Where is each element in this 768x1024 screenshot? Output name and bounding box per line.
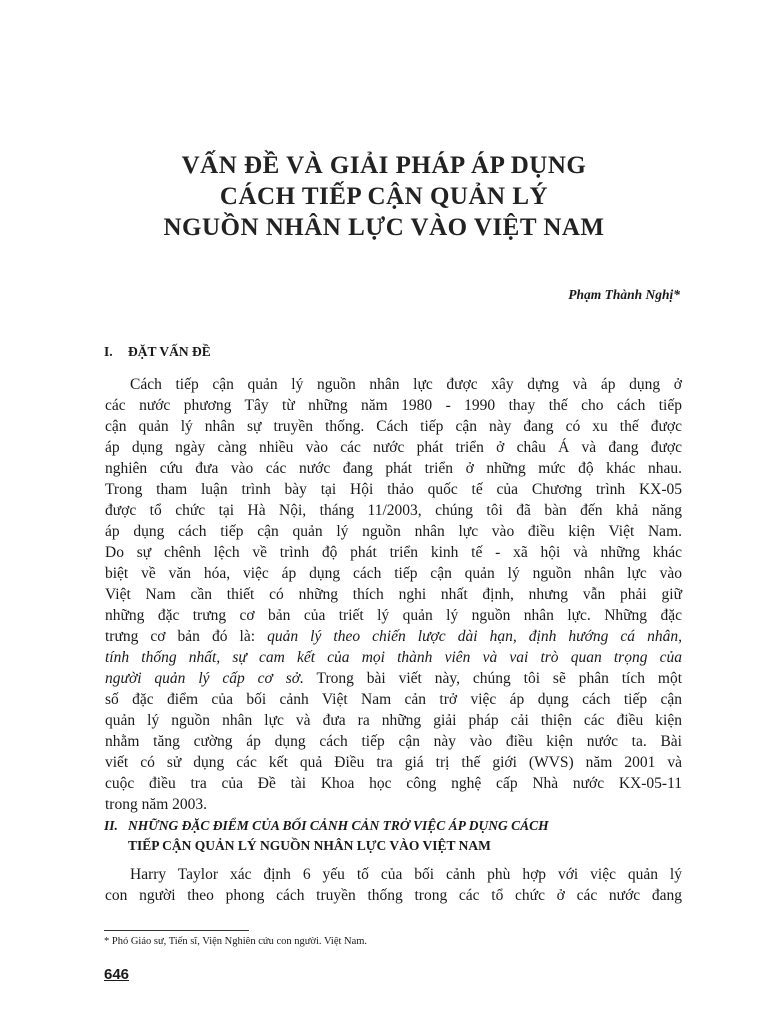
text-line: số đặc điểm của bối cảnh Việt Nam cản trở việc áp dụng cách tiếp cận [105, 691, 682, 708]
section-number: I. [104, 344, 113, 359]
text-line: Trong tham luận trình bày tại Hội thảo quốc tế của Chương trình KX-05 [105, 481, 682, 498]
title-line: NGUỒN NHÂN LỰC VÀO VIỆT NAM [163, 214, 605, 241]
text-line: áp dụng cách tiếp cận quản lý nguồn nhân lực vào điều kiện Việt Nam. [105, 523, 682, 540]
emphasis-text: người quản lý cấp cơ sở. [105, 670, 304, 687]
section-2-paragraph [105, 864, 682, 906]
section-1-paragraph [105, 374, 682, 815]
text-line: quản lý nguồn nhân lực và đưa ra những giải pháp cải thiện các điều kiện [105, 712, 682, 729]
article-title [100, 150, 668, 243]
section-title: NHỮNG ĐẶC ĐIỂM CỦA BỐI CẢNH CẢN TRỞ VIỆC ÁP DỤNG CÁCH [128, 818, 549, 833]
author-name: Phạm Thành Nghị* [568, 287, 680, 302]
section-number: II. [104, 818, 118, 833]
text-line: biệt về văn hóa, việc áp dụng cách tiếp cận quản lý nguồn nhân lực vào [105, 565, 682, 582]
text-line: Do sự chênh lệch về trình độ phát triển kinh tế - xã hội và những khác [105, 544, 682, 561]
text-line: Cách tiếp cận quản lý nguồn nhân lực được xây dựng và áp dụng ở [130, 376, 682, 393]
page-number: 646 [104, 966, 130, 983]
text-line [105, 626, 682, 647]
section-title: ĐẶT VẤN ĐỀ [128, 344, 211, 359]
title-line: CÁCH TIẾP CẬN QUẢN LÝ [219, 183, 549, 210]
text-line: những đặc trưng cơ bản của triết lý quản lý nguồn nhân lực. Những đặc [105, 607, 682, 624]
text-run: trưng cơ bản đó là: [105, 628, 268, 645]
text-line: cận quản lý nhân sự truyền thống. Cách tiếp cận này đang có xu thế được [105, 418, 682, 435]
section-title-line: TIẾP CẬN QUẢN LÝ NGUỒN NHÂN LỰC VÀO VIỆT NAM [128, 838, 491, 853]
text-line: trong năm 2003. [105, 796, 208, 813]
section-title-line [104, 816, 549, 836]
emphasis-text: quản lý theo chiến lược dài hạn, định hướng cá nhân, [267, 628, 682, 645]
text-line: Việt Nam cần thiết có những thích nghi nhất định, nhưng vẫn phải giữ [105, 586, 682, 603]
emphasis-line: tính thống nhất, sự cam kết của mọi thành viên và vai trò quan trọng của [105, 649, 682, 666]
section-heading-1 [104, 344, 211, 360]
text-line: áp dụng ngày càng nhiều vào các nước phát triển ở châu Á và đang được [105, 439, 682, 456]
footnote-divider [104, 930, 249, 931]
text-line: các nước phương Tây từ những năm 1980 - 1990 thay thế cho cách tiếp [105, 397, 682, 414]
section-heading-2 [104, 816, 549, 856]
text-line: viết có sử dụng các kết quả Điều tra giá trị thế giới (WVS) năm 2001 và [105, 754, 682, 771]
text-run: Trong bài viết này, chúng tôi sẽ phân tích một [303, 670, 683, 687]
text-line [105, 668, 682, 689]
footnote: * Phó Giáo sư, Tiến sĩ, Viện Nghiên cứu con người. Việt Nam. [104, 936, 368, 947]
text-line: nghiên cứu đưa vào các nước đang phát triển ở những mức độ khác nhau. [105, 460, 682, 477]
text-line: nhằm tăng cường áp dụng cách tiếp cận này vào điều kiện nước ta. Bài [105, 733, 682, 750]
text-line: con người theo phong cách truyền thống trong các tổ chức ở các nước đang [105, 887, 682, 904]
text-line: Harry Taylor xác định 6 yếu tố của bối cảnh phù hợp với việc quản lý [130, 866, 682, 883]
title-line: VẤN ĐỀ VÀ GIẢI PHÁP ÁP DỤNG [181, 152, 587, 179]
text-line: cuộc điều tra của Đề tài Khoa học công nghệ cấp Nhà nước KX-05-11 [105, 775, 682, 792]
text-line: được tổ chức tại Hà Nội, tháng 11/2003, chúng tôi đã bàn đến khả năng [105, 502, 682, 519]
